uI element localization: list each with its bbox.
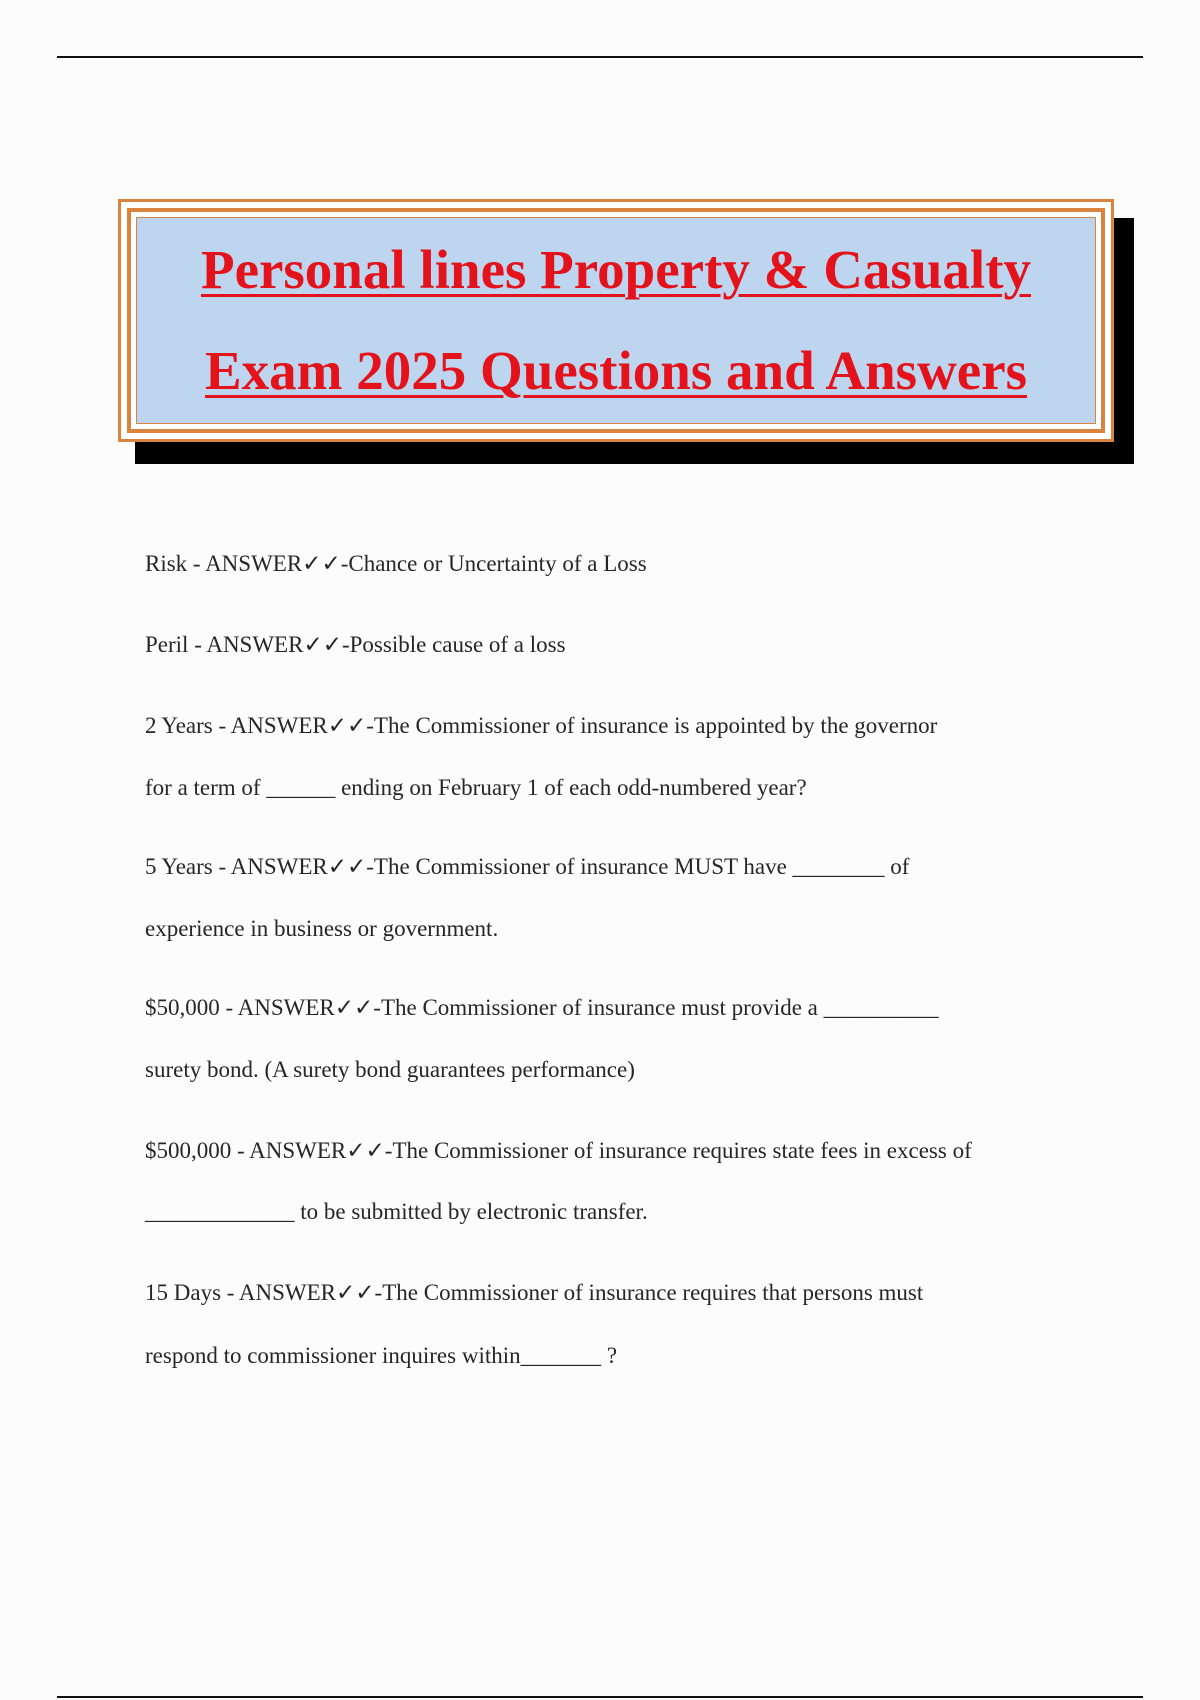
qa-item-500000-line-1: $500,000 - ANSWER✓✓-The Commissioner of insurance requires state fees in excess of — [145, 1138, 972, 1163]
qa-item-50000-line-1: $50,000 - ANSWER✓✓-The Commissioner of insurance must provide a __________ — [145, 995, 939, 1020]
footer-rule — [57, 1696, 1143, 1698]
qa-item-15-days-line-2: respond to commissioner inquires within_______ ? — [145, 1343, 618, 1368]
qa-item-15-days-line-1: 15 Days - ANSWER✓✓-The Commissioner of insurance requires that persons must — [145, 1280, 924, 1305]
qa-item-2-years-line-1: 2 Years - ANSWER✓✓-The Commissioner of insurance is appointed by the governor — [145, 713, 938, 738]
qa-item-5-years-line-2: experience in business or government. — [145, 916, 499, 941]
document-title-line-2: Exam 2025 Questions and Answers — [204, 340, 1028, 401]
qa-item-50000-line-2: surety bond. (A surety bond guarantees performance) — [145, 1057, 635, 1082]
header-rule — [57, 56, 1143, 58]
qa-item-2-years-line-2: for a term of ______ ending on February 1 of each odd-numbered year? — [145, 775, 807, 800]
qa-item-peril: Peril - ANSWER✓✓-Possible cause of a loss — [145, 632, 566, 657]
title-box — [118, 199, 1114, 442]
title-box-fill — [136, 217, 1096, 424]
title-box-inner-border — [127, 208, 1105, 433]
qa-item-500000-line-2: _____________ to be submitted by electronic transfer. — [145, 1199, 648, 1224]
qa-item-5-years-line-1: 5 Years - ANSWER✓✓-The Commissioner of insurance MUST have ________ of — [145, 854, 910, 879]
qa-item-risk: Risk - ANSWER✓✓-Chance or Uncertainty of a Loss — [145, 551, 647, 576]
document-title-line-1: Personal lines Property & Casualty — [200, 239, 1032, 300]
